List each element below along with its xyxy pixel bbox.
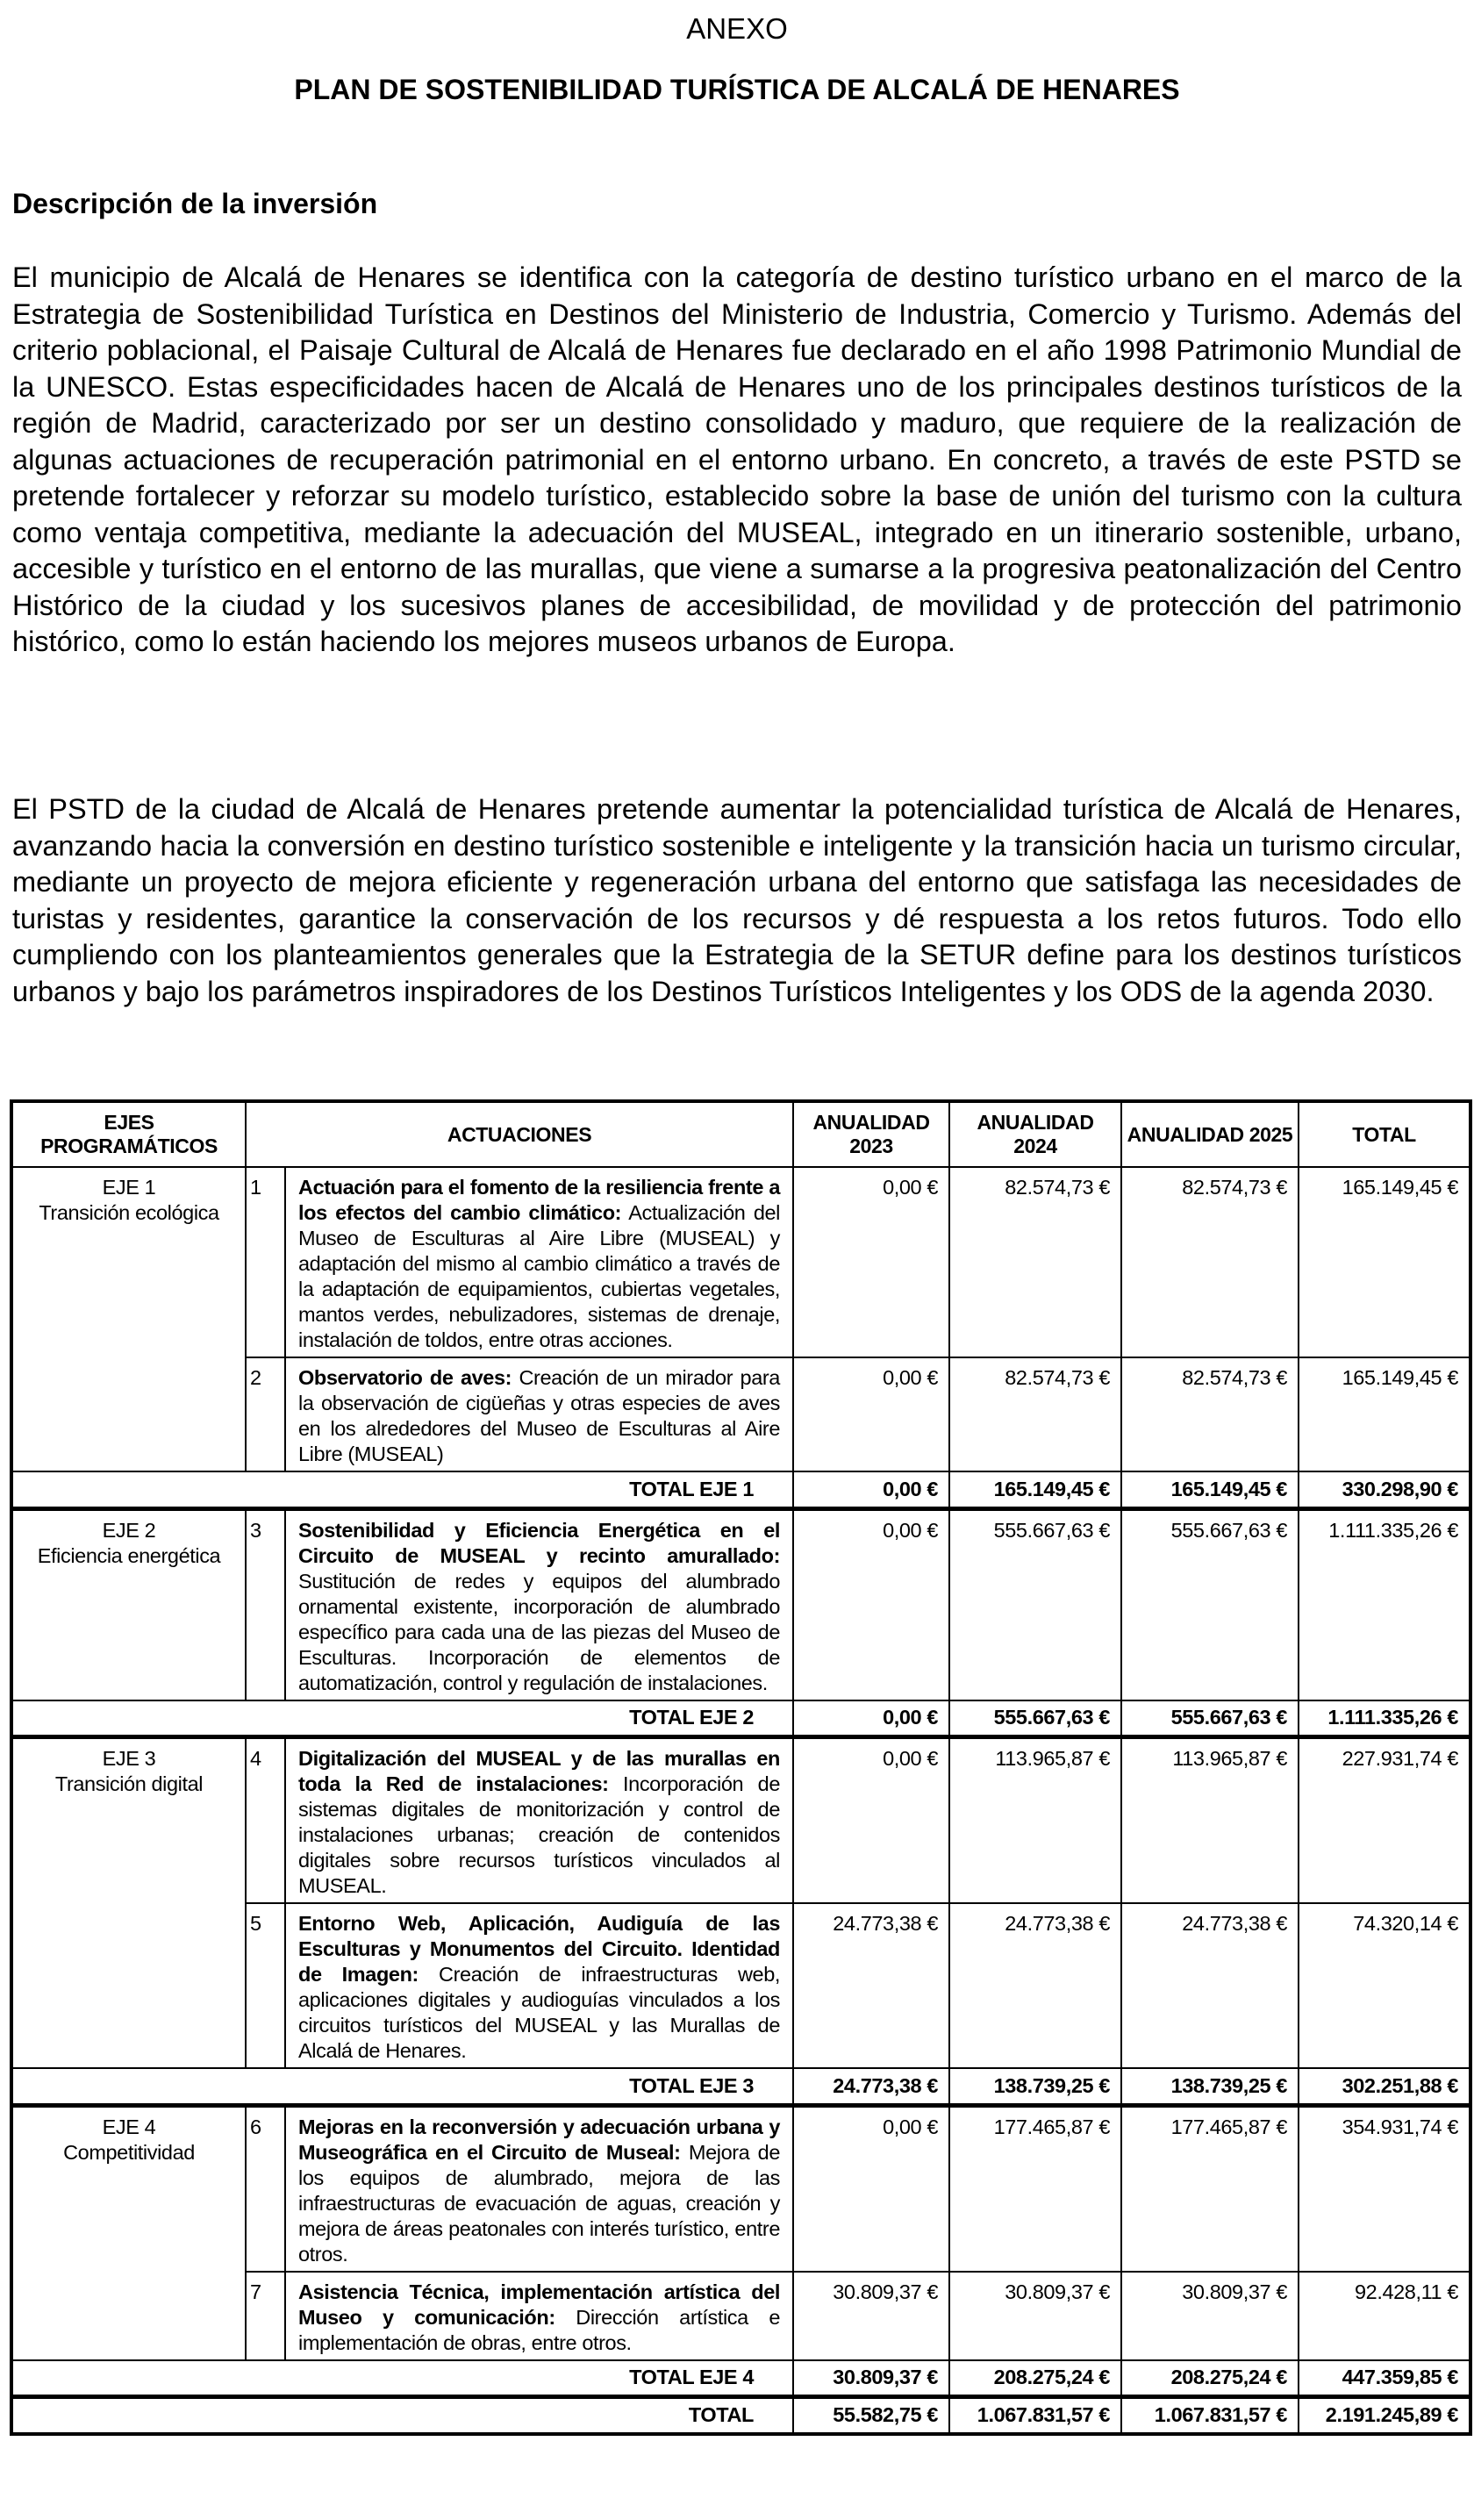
total-total: 2.191.245,89 € xyxy=(1299,2397,1470,2434)
total-label: TOTAL xyxy=(11,2397,793,2434)
eje-cell xyxy=(11,2105,246,2360)
total-y2025: 555.667,63 € xyxy=(1121,1700,1299,1737)
action-text: Creación de un mirador para la observación de cigüeñas y otras especies de aves en los alrededores del Museo de Esculturas al Aire Libre (MUSEAL) xyxy=(298,1366,780,1465)
amount-y2024: 82.574,73 € xyxy=(949,1167,1121,1357)
action-text: Dirección artística e implementación de obras, entre otros. xyxy=(298,2305,781,2354)
investment-table xyxy=(10,1099,1472,2436)
eje-total-row xyxy=(11,1700,1470,1737)
total-total: 330.298,90 € xyxy=(1299,1471,1470,1508)
amount-total: 1.111.335,26 € xyxy=(1299,1508,1470,1700)
action-title: Sostenibilidad y Eficiencia Energética en el Circuito de MUSEAL y recinto amurallado: xyxy=(298,1518,780,1567)
total-y2023: 55.582,75 € xyxy=(793,2397,949,2434)
paragraph-1: El municipio de Alcalá de Henares se identifica con la categoría de destino turístico urbano en el marco de la Estrategia de Sostenibilidad Turística en Destinos del Ministerio de Industria, Comercio y Turismo. Además del criterio poblacional, el Paisaje Cultural de Alcalá de Henares fue declarado en el año 1998 Patrimonio Mundial de la UNESCO. Estas especificidades hacen de Alcalá de Henares uno de los principales destinos turísticos de la región de Madrid, caracterizado por ser un destino consolidado y maduro, que requiere de la realización de algunas actuaciones de recuperación patrimonial en el entorno urbano. En concreto, a través de este PSTD se pretende fortalecer y reforzar su modelo turístico, establecido sobre la base de unión del turismo con la cultura como ventaja competitiva, mediante la adecuación del MUSEAL, integrado en un itinerario sostenible, urbano, accesible y turístico en el entorno de las murallas, que viene a sumarse a la progresiva peatonalización del Centro Histórico de la ciudad y los sucesivos planes de accesibilidad, de movilidad y de protección del patrimonio histórico, como lo están haciendo los mejores museos urbanos de Europa. xyxy=(12,261,1462,657)
annex-label: ANEXO xyxy=(686,12,788,45)
action-text: Actualización del Museo de Esculturas al Aire Libre (MUSEAL) y adaptación del mismo al cambio climático a través de la adaptación de equipamientos, cubiertas vegetales, mantos verdes, nebulizadores, sistemas de drenaje, instalación de toldos, entre otras acciones. xyxy=(298,1201,781,1351)
amount-y2023: 0,00 € xyxy=(793,1737,949,1904)
amount-y2024: 24.773,38 € xyxy=(949,1903,1121,2068)
eje-total-row xyxy=(11,2360,1470,2397)
table-header-row xyxy=(11,1101,1470,1167)
total-y2025: 1.067.831,57 € xyxy=(1121,2397,1299,2434)
total-y2025: 138.739,25 € xyxy=(1121,2068,1299,2105)
action-title: Actuación para el fomento de la resiliencia frente a los efectos del cambio climático: xyxy=(298,1176,780,1224)
action-description xyxy=(285,1167,793,1357)
amount-y2025: 82.574,73 € xyxy=(1121,1357,1299,1471)
action-title: Entorno Web, Aplicación, Audiguía de las Esculturas y Monumentos del Circuito. Identidad de Imagen: xyxy=(298,1912,780,1986)
action-number: 5 xyxy=(246,1903,285,2068)
action-row xyxy=(11,2105,1470,2272)
section-heading: Descripción de la inversión xyxy=(12,188,378,219)
total-y2024: 555.667,63 € xyxy=(949,1700,1121,1737)
eje-name: Competitividad xyxy=(63,2140,195,2164)
amount-total: 165.149,45 € xyxy=(1299,1357,1470,1471)
amount-y2025: 30.809,37 € xyxy=(1121,2272,1299,2360)
amount-y2025: 113.965,87 € xyxy=(1121,1737,1299,1904)
action-title: Digitalización del MUSEAL y de las murallas en toda la Red de instalaciones: xyxy=(298,1747,780,1795)
total-label: TOTAL EJE 4 xyxy=(11,2360,793,2397)
total-total: 1.111.335,26 € xyxy=(1299,1700,1470,1737)
action-description xyxy=(285,1508,793,1700)
amount-y2024: 30.809,37 € xyxy=(949,2272,1121,2360)
action-text: Sustitución de redes y equipos del alumbrado ornamental existente, incorporación de alumbrado específico para cada una de las piezas del Museo de Esculturas. Incorporación de elementos de automatización, control y regulación de instalaciones. xyxy=(298,1569,780,1694)
total-y2025: 165.149,45 € xyxy=(1121,1471,1299,1508)
amount-total: 92.428,11 € xyxy=(1299,2272,1470,2360)
action-row xyxy=(11,1508,1470,1700)
action-number: 4 xyxy=(246,1737,285,1904)
amount-y2023: 30.809,37 € xyxy=(793,2272,949,2360)
amount-y2024: 82.574,73 € xyxy=(949,1357,1121,1471)
action-number: 2 xyxy=(246,1357,285,1471)
header-ejes: EJES PROGRAMÁTICOS xyxy=(11,1101,246,1167)
action-title: Mejoras en la reconversión y adecuación urbana y Museográfica en el Circuito de Museal: xyxy=(298,2115,780,2164)
amount-y2025: 555.667,63 € xyxy=(1121,1508,1299,1700)
eje-name: Eficiencia energética xyxy=(37,1543,221,1567)
action-row xyxy=(11,1167,1470,1357)
eje-total-row xyxy=(11,2068,1470,2105)
total-label: TOTAL EJE 3 xyxy=(11,2068,793,2105)
total-label: TOTAL EJE 2 xyxy=(11,1700,793,1737)
total-y2023: 0,00 € xyxy=(793,1471,949,1508)
action-number: 7 xyxy=(246,2272,285,2360)
amount-y2024: 177.465,87 € xyxy=(949,2105,1121,2272)
total-y2023: 24.773,38 € xyxy=(793,2068,949,2105)
action-description xyxy=(285,1737,793,1904)
eje-cell xyxy=(11,1167,246,1471)
action-text: Mejora de los equipos de alumbrado, mejora de las infraestructuras de evacuación de aguas, creación y mejora de áreas peatonales con interés turístico, entre otros. xyxy=(298,2140,780,2266)
action-text: Incorporación de sistemas digitales de monitorización y control de instalaciones urbanas; creación de contenidos digitales sobre recursos turísticos vinculados al MUSEAL. xyxy=(298,1772,780,1897)
action-text: Creación de infraestructuras web, aplicaciones digitales y audioguías vinculados a los circuitos turísticos del MUSEAL y las Murallas de Alcalá de Henares. xyxy=(298,1963,780,2062)
eje-code: EJE 1 xyxy=(102,1176,156,1199)
eje-total-row xyxy=(11,1471,1470,1508)
amount-total: 354.931,74 € xyxy=(1299,2105,1470,2272)
amount-y2023: 0,00 € xyxy=(793,1357,949,1471)
action-description xyxy=(285,2272,793,2360)
eje-cell xyxy=(11,1737,246,2069)
amount-y2023: 0,00 € xyxy=(793,2105,949,2272)
document-title: PLAN DE SOSTENIBILIDAD TURÍSTICA DE ALCALÁ DE HENARES xyxy=(294,74,1180,105)
header-2023: ANUALIDAD 2023 xyxy=(793,1101,949,1167)
action-description xyxy=(285,1903,793,2068)
amount-y2025: 82.574,73 € xyxy=(1121,1167,1299,1357)
eje-name: Transición ecológica xyxy=(39,1201,219,1224)
action-description xyxy=(285,2105,793,2272)
eje-code: EJE 2 xyxy=(102,1518,156,1542)
total-y2025: 208.275,24 € xyxy=(1121,2360,1299,2397)
eje-code: EJE 4 xyxy=(102,2115,156,2138)
total-y2023: 0,00 € xyxy=(793,1700,949,1737)
total-total: 302.251,88 € xyxy=(1299,2068,1470,2105)
action-number: 3 xyxy=(246,1508,285,1700)
header-actuaciones: ACTUACIONES xyxy=(246,1101,793,1167)
header-2024: ANUALIDAD 2024 xyxy=(949,1101,1121,1167)
total-total: 447.359,85 € xyxy=(1299,2360,1470,2397)
total-y2024: 165.149,45 € xyxy=(949,1471,1121,1508)
amount-y2023: 0,00 € xyxy=(793,1167,949,1357)
amount-y2023: 0,00 € xyxy=(793,1508,949,1700)
amount-y2024: 555.667,63 € xyxy=(949,1508,1121,1700)
action-title: Observatorio de aves: xyxy=(298,1366,512,1389)
amount-total: 227.931,74 € xyxy=(1299,1737,1470,1904)
amount-total: 74.320,14 € xyxy=(1299,1903,1470,2068)
header-total: TOTAL xyxy=(1299,1101,1470,1167)
eje-code: EJE 3 xyxy=(102,1747,156,1770)
eje-name: Transición digital xyxy=(54,1772,204,1795)
grand-total-row xyxy=(11,2397,1470,2434)
paragraph-2: El PSTD de la ciudad de Alcalá de Henares pretende aumentar la potencialidad turística de Alcalá de Henares, avanzando hacia la conversión en destino turístico sostenible e inteligente y la transición hacia un turismo circular, mediante un proyecto de mejora eficiente y regeneración urbana del entorno que satisfaga las necesidades de turistas y residentes, garantice la conservación de los recursos y dé respuesta a los retos futuros. Todo ello cumpliendo con los planteamientos generales que la Estrategia de la SETUR define para los destinos turísticos urbanos y bajo los parámetros inspiradores de los Destinos Turísticos Inteligentes y los ODS de la agenda 2030. xyxy=(12,793,1462,1007)
amount-total: 165.149,45 € xyxy=(1299,1167,1470,1357)
amount-y2025: 177.465,87 € xyxy=(1121,2105,1299,2272)
total-y2024: 208.275,24 € xyxy=(949,2360,1121,2397)
action-title: Asistencia Técnica, implementación artística del Museo y comunicación: xyxy=(298,2280,780,2329)
amount-y2025: 24.773,38 € xyxy=(1121,1903,1299,2068)
total-y2024: 1.067.831,57 € xyxy=(949,2397,1121,2434)
total-y2024: 138.739,25 € xyxy=(949,2068,1121,2105)
action-number: 6 xyxy=(246,2105,285,2272)
eje-cell xyxy=(11,1508,246,1700)
total-label: TOTAL EJE 1 xyxy=(11,1471,793,1508)
action-description xyxy=(285,1357,793,1471)
action-number: 1 xyxy=(246,1167,285,1357)
amount-y2024: 113.965,87 € xyxy=(949,1737,1121,1904)
action-row xyxy=(11,1737,1470,1904)
header-2025: ANUALIDAD 2025 xyxy=(1121,1101,1299,1167)
total-y2023: 30.809,37 € xyxy=(793,2360,949,2397)
amount-y2023: 24.773,38 € xyxy=(793,1903,949,2068)
